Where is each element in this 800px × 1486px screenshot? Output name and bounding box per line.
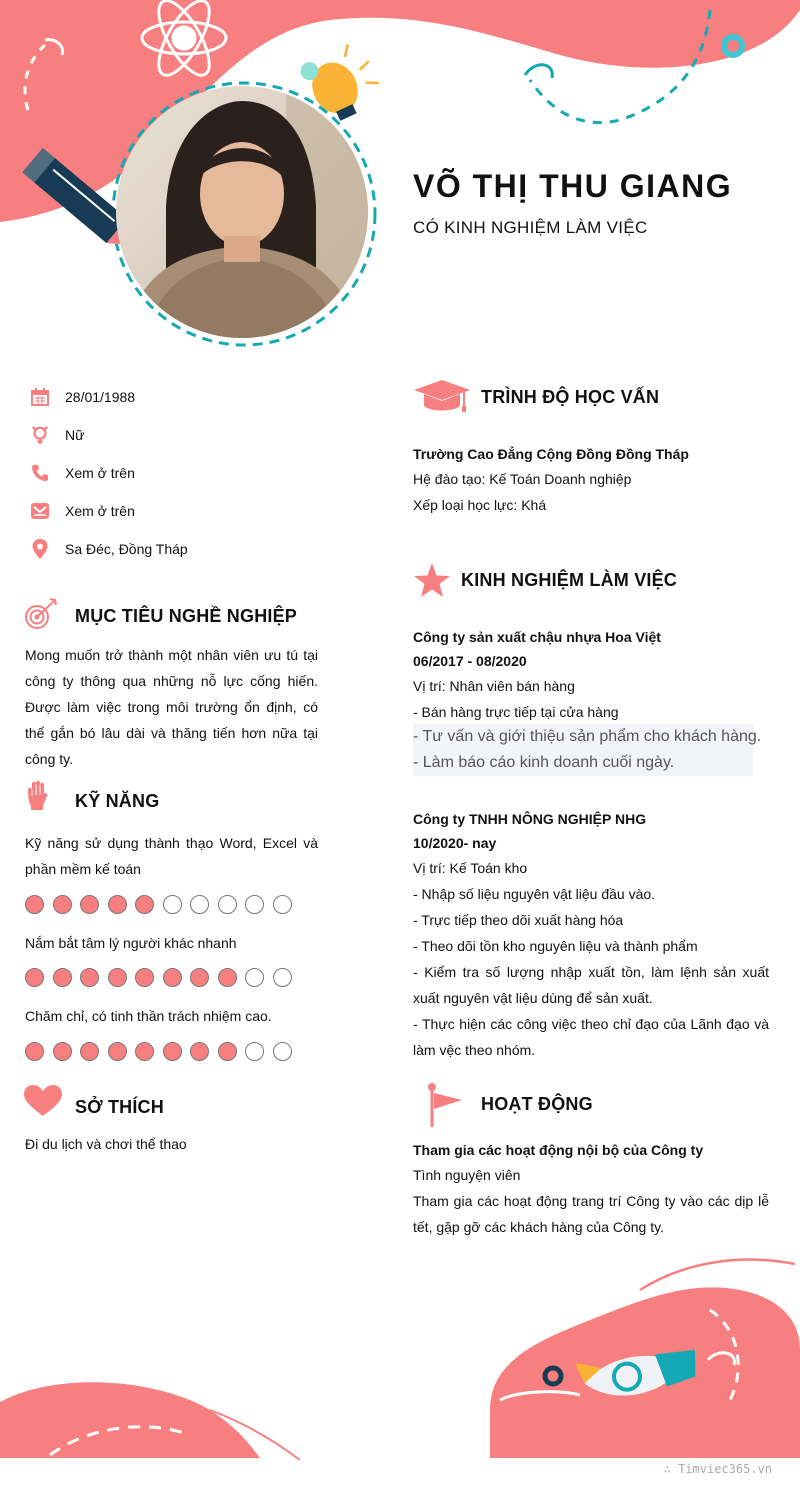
- job-duty: - Bán hàng trực tiếp tại cửa hàng: [413, 704, 619, 720]
- skill-rating: [25, 895, 292, 914]
- activities-title: HOẠT ĐỘNG: [481, 1094, 593, 1114]
- rating-dot-filled: [80, 1042, 99, 1061]
- skill-rating: [25, 1042, 292, 1061]
- contact-value: Sa Đéc, Đồng Tháp: [65, 541, 188, 557]
- rating-dot-filled: [53, 968, 72, 987]
- contact-address: [30, 538, 188, 560]
- rating-dot-filled: [163, 1042, 182, 1061]
- activity-description: Tham gia các hoạt động trang trí Công ty vào các dịp lễ tết, gặp gỡ các khách hàng của Công ty.: [413, 1193, 769, 1235]
- rating-dot-filled: [25, 968, 44, 987]
- rating-dot-filled: [135, 1042, 154, 1061]
- job-period: 10/2020- nay: [413, 835, 497, 851]
- flag-icon: [422, 1083, 462, 1132]
- heart-icon: [24, 1085, 62, 1122]
- rating-dot-empty: [245, 895, 264, 914]
- skill-label: Kỹ năng sử dụng thành thạo Word, Excel và phần mềm kế toán: [25, 835, 318, 877]
- rating-dot-empty: [273, 1042, 292, 1061]
- contact-email: [30, 500, 135, 522]
- skill-label: Nắm bắt tâm lý người khác nhanh: [25, 935, 237, 951]
- job-duty: - Trực tiếp theo dõi xuất hàng hóa: [413, 912, 624, 928]
- candidate-name: VÕ THỊ THU GIANG: [413, 168, 733, 204]
- avatar: [116, 86, 368, 338]
- job-duty: - Tư vấn và giới thiệu sản phẩm cho khách hàng.: [413, 724, 753, 750]
- rating-dot-filled: [80, 968, 99, 987]
- skill-label: Chăm chỉ, có tinh thần trách nhiệm cao.: [25, 1008, 272, 1024]
- contact-gender: [30, 424, 84, 446]
- contact-birthday: [30, 386, 135, 408]
- job-duty: - Thực hiện các công việc theo chỉ đạo của Lãnh đạo và làm vệc theo nhóm.: [413, 1016, 769, 1058]
- education-grade: Xếp loại học lực: Khá: [413, 497, 547, 513]
- candidate-subtitle: CÓ KINH NGHIỆM LÀM VIỆC: [413, 218, 648, 237]
- rating-dot-empty: [245, 968, 264, 987]
- experience-title: KINH NGHIỆM LÀM VIỆC: [461, 570, 678, 590]
- rating-dot-filled: [190, 968, 209, 987]
- rating-dot-empty: [218, 895, 237, 914]
- contact-value: 28/01/1988: [65, 389, 136, 405]
- rating-dot-filled: [163, 968, 182, 987]
- phone-icon: [30, 463, 50, 483]
- skills-title: KỸ NĂNG: [75, 791, 160, 811]
- rating-dot-empty: [245, 1042, 264, 1061]
- job-duty: - Kiểm tra số lượng nhập xuất tồn, làm lệnh sản xuất xuất nguyên vật liệu dùng để sản xuất.: [413, 964, 769, 1006]
- rating-dot-filled: [53, 895, 72, 914]
- job-company: Công ty TNHH NÔNG NGHIỆP NHG: [413, 811, 647, 827]
- job-duty: - Nhập số liệu nguyên vật liệu đầu vào.: [413, 886, 656, 902]
- rating-dot-empty: [190, 895, 209, 914]
- rating-dot-filled: [135, 968, 154, 987]
- hobbies-text: Đi du lịch và chơi thể thao: [25, 1136, 187, 1152]
- footer-decoration: [0, 1250, 800, 1486]
- star-icon: [414, 563, 450, 602]
- location-icon: [30, 539, 50, 559]
- contact-phone: [30, 462, 135, 484]
- activity-name: Tham gia các hoạt động nội bộ của Công ty: [413, 1142, 704, 1158]
- rating-dot-empty: [163, 895, 182, 914]
- email-icon: [30, 501, 50, 521]
- education-major: Hệ đào tạo: Kế Toán Doanh nghiệp: [413, 471, 632, 487]
- rating-dot-filled: [108, 1042, 127, 1061]
- rating-dot-filled: [190, 1042, 209, 1061]
- hand-icon: [26, 780, 48, 815]
- activity-role: Tình nguyện viên: [413, 1167, 521, 1183]
- target-icon: [24, 598, 58, 635]
- job-duty: - Làm báo cáo kinh doanh cuối ngày.: [413, 750, 753, 776]
- job-position: Vị trí: Kế Toán kho: [413, 860, 528, 876]
- rating-dot-filled: [218, 968, 237, 987]
- job-duty: - Theo dõi tồn kho nguyên liệu và thành phẩm: [413, 938, 698, 954]
- rating-dot-filled: [218, 1042, 237, 1061]
- education-school: Trường Cao Đẳng Cộng Đồng Đồng Tháp: [413, 446, 689, 462]
- skill-rating: [25, 968, 292, 987]
- contact-value: Xem ở trên: [65, 465, 135, 481]
- graduation-cap-icon: [414, 380, 470, 419]
- job-position: Vị trí: Nhân viên bán hàng: [413, 678, 575, 694]
- objective-title: MỤC TIÊU NGHỀ NGHIỆP: [75, 606, 298, 626]
- rating-dot-empty: [273, 895, 292, 914]
- hobbies-title: SỞ THÍCH: [75, 1097, 164, 1117]
- rating-dot-filled: [108, 895, 127, 914]
- job-company: Công ty sản xuất chậu nhựa Hoa Việt: [413, 629, 661, 645]
- rating-dot-empty: [273, 968, 292, 987]
- contact-value: Xem ở trên: [65, 503, 135, 519]
- watermark: ∴ Timviec365.vn: [663, 1462, 772, 1476]
- job-period: 06/2017 - 08/2020: [413, 653, 527, 669]
- rating-dot-filled: [53, 1042, 72, 1061]
- rating-dot-filled: [108, 968, 127, 987]
- rating-dot-filled: [135, 895, 154, 914]
- gender-icon: [30, 425, 50, 445]
- rating-dot-filled: [80, 895, 99, 914]
- objective-text: Mong muốn trở thành một nhân viên ưu tú tại công ty thông qua những nỗ lực cống hiến. Được làm việc trong môi trường ổn định, có thể gắn bó lâu dài và thăng tiến hơn nữa tại công ty.: [25, 647, 318, 767]
- rating-dot-filled: [25, 1042, 44, 1061]
- contact-value: Nữ: [65, 427, 85, 443]
- rating-dot-filled: [25, 895, 44, 914]
- calendar-icon: [30, 387, 50, 407]
- education-title: TRÌNH ĐỘ HỌC VẤN: [481, 387, 660, 407]
